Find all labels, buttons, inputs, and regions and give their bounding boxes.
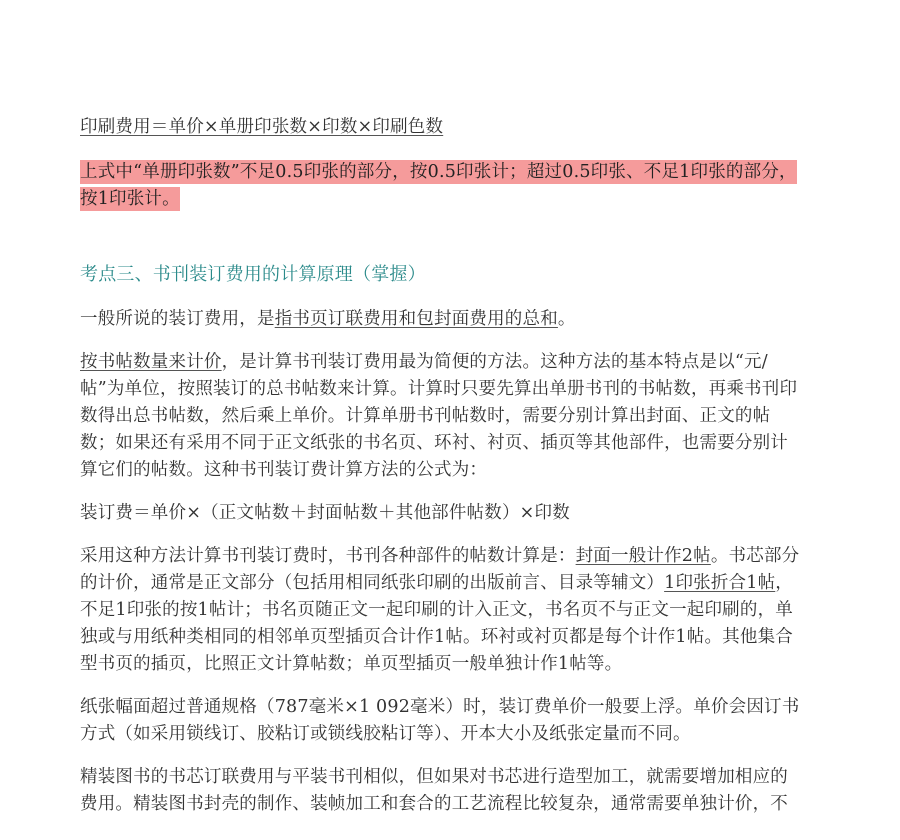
highlighted-note-text: 上式中“单册印张数”不足0.5印张的部分，按0.5印张计；超过0.5印张、不足1印张的部分，按1印张计。 [80, 162, 797, 209]
section-heading: 考点三、书刊装订费用的计算原理（掌握） [80, 264, 426, 285]
size-paragraph: 纸张幅面超过普通规格（787毫米×1 092毫米）时，装订费单价一般要上浮。单价会因订书方式（如采用锁线订、胶粘订或锁线胶粘订等）、开本大小及纸张定量而不同。 [80, 697, 800, 744]
intro-paragraph [80, 306, 804, 333]
count-paragraph [80, 543, 804, 678]
intro-prefix: 一般所说的装订费用，是 [80, 309, 275, 329]
intro-underlined: 指书页订联费用和包封面费用的总和 [274, 309, 558, 329]
print-cost-formula [80, 114, 804, 141]
highlighted-note [80, 159, 804, 213]
count-part1: 采用这种方法计算书刊装订费时，书刊各种部件的帖数计算是： [80, 546, 576, 566]
count-underlined-cover: 封面一般计作2帖 [575, 546, 711, 566]
method-underlined: 按书帖数量来计价 [80, 352, 222, 372]
count-underlined-sheet: 1印张折合1帖 [664, 573, 776, 593]
hardcover-paragraph: 精装图书的书芯订联费用与平装书刊相似，但如果对书芯进行造型加工，就需要增加相应的费用。精装图书封壳的制作、装帧加工和套合的工艺流程比较复杂，通常需要单独计价，不 [80, 767, 788, 814]
intro-suffix: 。 [557, 309, 576, 329]
count-part2: 。书芯部分的计价，通常是正文部分（包括用相同纸张印刷的出版前言、目录等辅文） [80, 546, 800, 593]
method-paragraph [80, 349, 804, 484]
method-text: ，是计算书刊装订费用最为简便的方法。这种方法的基本特点是以“元/帖”为单位，按照装订的总书帖数来计算。计算时只要先算出单册书刊的书帖数，再乘书刊印数得出总书帖数，然后乘上单价。计算单册书刊帖数时，需要分别计算出封面、正文的帖数；如果还有采用不同于正文纸张的书名页、环衬、衬页、插页等其他部件，也需要分别计算它们的帖数。这种书刊装订费计算方法的公式为： [80, 352, 798, 480]
print-cost-formula-text: 印刷费用＝单价×单册印张数×印数×印刷色数 [80, 117, 444, 137]
binding-cost-formula: 装订费＝单价×（正文帖数＋封面帖数＋其他部件帖数）×印数 [80, 503, 570, 523]
count-part3: ，不足1印张的按1帖计；书名页随正文一起印刷的计入正文，书名页不与正文一起印刷的，单独或与用纸种类相同的相邻单页型插页合计作1帖。环衬或衬页都是每个计作1帖。其他集合型书页的插页，比照正文计算帖数；单页型插页一般单独计作1帖等。 [80, 573, 793, 674]
article-content [80, 114, 804, 818]
